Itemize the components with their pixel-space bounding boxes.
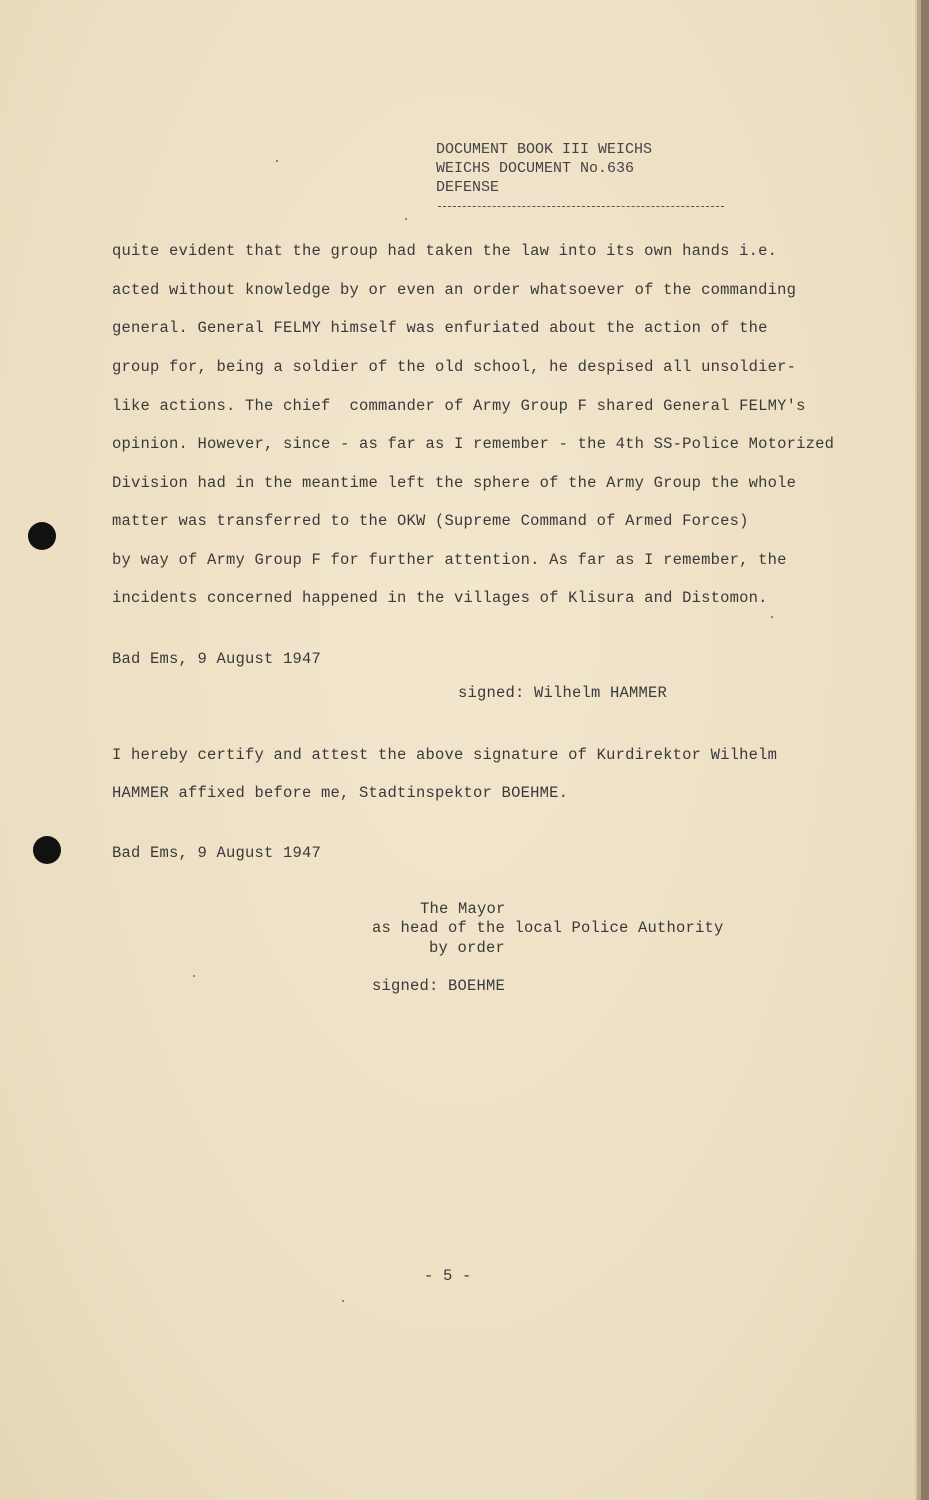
signature-boehme: signed: BOEHME [372,977,506,995]
authority-line-2: as head of the local Police Authority [372,919,724,937]
body-line: incidents concerned happened in the villages of Klisura and Distomon. [112,589,768,607]
punch-hole-bottom [33,836,61,864]
paper-speck [193,975,195,977]
body-line: like actions. The chief commander of Army Group F shared General FELMY's [112,397,806,415]
body-line: acted without knowledge by or even an order whatsoever of the commanding [112,281,797,299]
body-line: group for, being a soldier of the old school, he despised all unsoldier- [112,358,797,376]
signature-hammer: signed: Wilhelm HAMMER [458,684,668,702]
body-line: quite evident that the group had taken the law into its own hands i.e. [112,242,778,260]
body-line: Division had in the meantime left the sphere of the Army Group the whole [112,474,797,492]
paper-speck [342,1300,344,1302]
place-date-1: Bad Ems, 9 August 1947 [112,650,322,668]
body-line: general. General FELMY himself was enfuriated about the action of the [112,319,768,337]
paper-speck [276,160,278,162]
place-date-2: Bad Ems, 9 August 1947 [112,844,322,862]
body-line: by way of Army Group F for further attention. As far as I remember, the [112,551,787,569]
header-line-2: WEICHS DOCUMENT No.636 [436,160,635,177]
punch-hole-top [28,522,56,550]
certification-line-1: I hereby certify and attest the above signature of Kurdirektor Wilhelm [112,746,778,764]
authority-line-3: by order [429,939,506,957]
header-rule [438,206,724,207]
body-line: opinion. However, since - as far as I remember - the 4th SS-Police Motorized [112,435,835,453]
header-line-3: DEFENSE [436,179,500,196]
paper-speck [405,218,407,220]
paper-speck [771,616,773,618]
body-line: matter was transferred to the OKW (Supreme Command of Armed Forces) [112,512,749,530]
document-header [436,140,652,197]
header-line-1: DOCUMENT BOOK III WEICHS [436,141,653,158]
page-number: - 5 - [424,1267,472,1285]
certification-line-2: HAMMER affixed before me, Stadtinspektor BOEHME. [112,784,569,802]
authority-line-1: The Mayor [420,900,506,918]
